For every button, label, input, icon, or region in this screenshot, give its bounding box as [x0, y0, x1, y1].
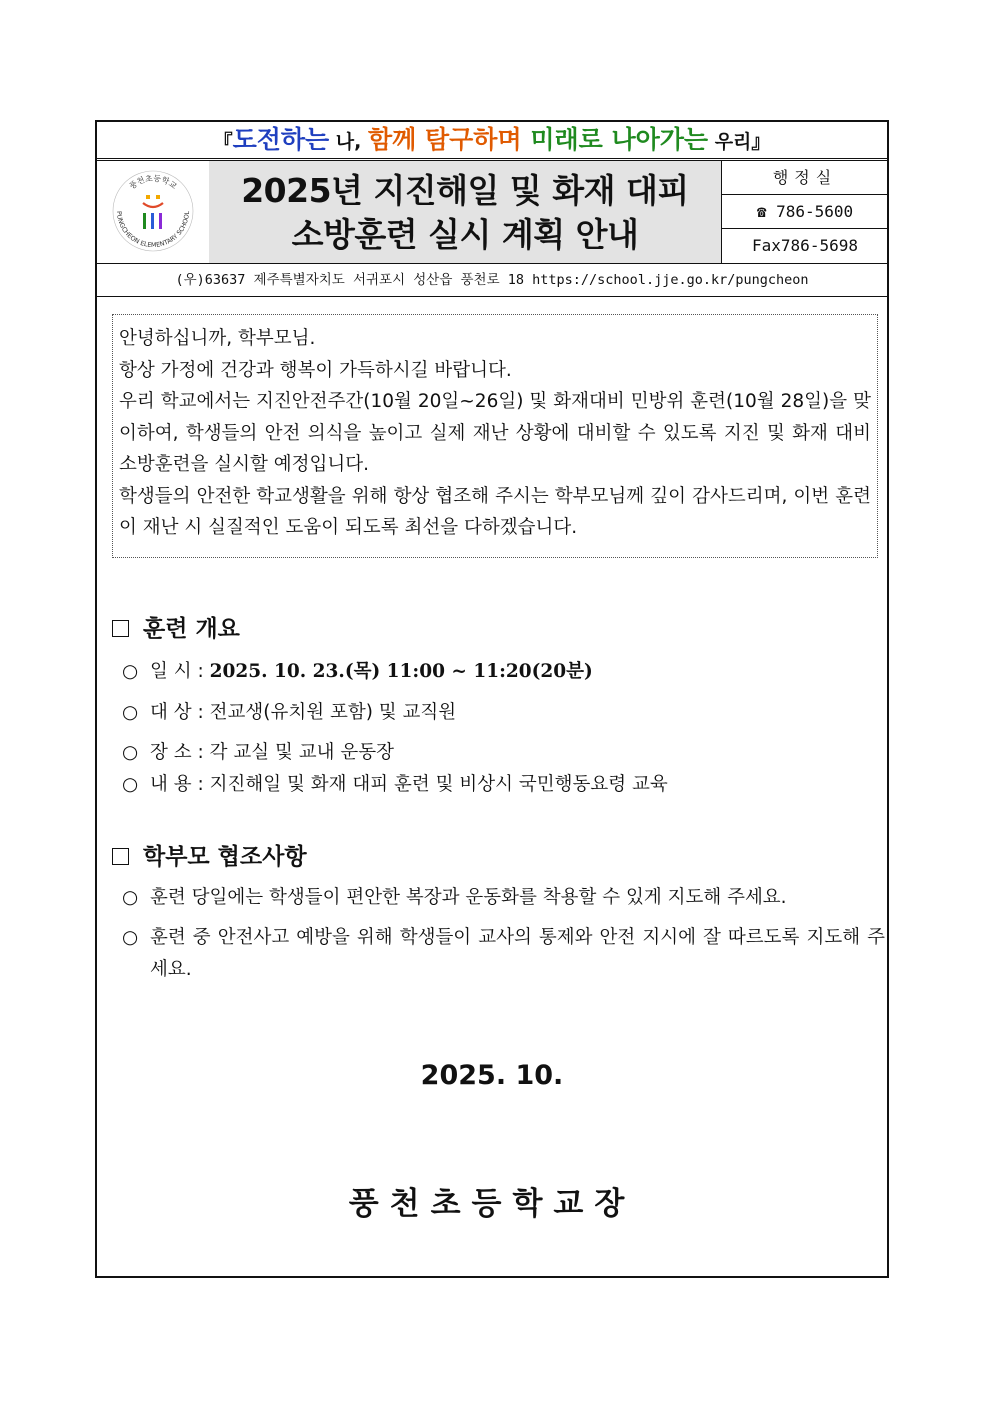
greeting-paragraph-3: 우리 학교에서는 지진안전주간(10월 20일~26일) 및 화재대비 민방위 훈련(10월 28일)을 맞이하여, 학생들의 안전 의식을 높이고 실제 재난 상황에 대비할 수 있도록 지진 및 화재 대비 소방훈련을 실시할 예정입니다.	[119, 391, 871, 475]
bullet-circle-icon: ○	[122, 742, 139, 763]
item-label: 장 소 :	[150, 742, 204, 763]
letterhead	[97, 160, 887, 264]
school-logo	[97, 161, 209, 263]
school-motto	[97, 122, 887, 159]
address-line: (우)63637 제주특별자치도 서귀포시 성산읍 풍천로 18 https://school.jje.go.kr/pungcheon	[97, 264, 887, 297]
motto-part-5: 우리	[708, 131, 752, 153]
logo-cell	[97, 161, 210, 263]
overview-item-target	[122, 697, 882, 729]
checkbox-square-icon	[112, 620, 129, 637]
document-date: 2025. 10.	[420, 1060, 564, 1091]
section-parents-title: 학부모 협조사항	[143, 844, 307, 870]
motto-part-3: 함께 탐구하며	[368, 125, 522, 154]
greeting-line-1: 안녕하십니까, 학부모님.	[119, 328, 316, 349]
motto-open-bracket: 『	[213, 131, 233, 153]
item-label: 대 상 :	[150, 702, 204, 723]
parents-item-2	[122, 922, 885, 986]
title-line-2: 소방훈련 실시 계획 안내	[291, 215, 639, 254]
parents-item-1	[122, 882, 882, 914]
overview-item-location	[122, 737, 882, 769]
motto-part-4: 미래로 나아가는	[521, 125, 709, 154]
svg-text:풍천초등학교	[128, 174, 179, 191]
motto-close-bracket: 』	[751, 131, 771, 153]
item-value: 각 교실 및 교내 운동장	[209, 742, 395, 763]
department-label: 행정실	[721, 161, 889, 195]
item-text: 훈련 당일에는 학생들이 편안한 복장과 운동화를 착용할 수 있게 지도해 주세요.	[150, 887, 787, 908]
section-overview-title: 훈련 개요	[143, 616, 240, 642]
checkbox-square-icon	[112, 848, 129, 865]
item-value: 전교생(유치원 포함) 및 교직원	[209, 702, 457, 723]
logo-korean-text: 풍천초등학교	[127, 173, 179, 191]
document-frame	[95, 120, 889, 1278]
section-overview-heading	[112, 610, 240, 643]
section-parents-heading	[112, 838, 307, 871]
item-value: 지진해일 및 화재 대피 훈련 및 비상시 국민행동요령 교육	[209, 774, 668, 795]
greeting-paragraph-4: 학생들의 안전한 학교생활을 위해 항상 협조해 주시는 학부모님께 깊이 감사드리며, 이번 훈련이 재난 시 실질적인 도움이 되도록 최선을 다하겠습니다.	[119, 485, 871, 538]
bullet-circle-icon: ○	[122, 774, 139, 795]
bullet-circle-icon: ○	[122, 887, 139, 908]
bullet-circle-icon: ○	[122, 702, 139, 723]
overview-item-content	[122, 769, 882, 801]
title-line-1: 2025년 지진해일 및 화재 대피	[241, 171, 689, 210]
title-cell	[209, 161, 722, 263]
greeting-line-2: 항상 가정에 건강과 행복이 가득하시길 바랍니다.	[119, 359, 512, 381]
logo-english-text: PUNGCHEON ELEMENTARY SCHOOL	[114, 210, 192, 250]
motto-part-2: 나,	[329, 131, 368, 153]
motto-part-1: 도전하는	[232, 125, 330, 154]
bullet-circle-icon: ○	[122, 927, 139, 948]
item-label: 일 시 :	[150, 661, 204, 682]
greeting-box	[112, 314, 878, 558]
phone-number: ☎ 786-5600	[721, 195, 889, 229]
item-text: 훈련 중 안전사고 예방을 위해 학생들이 교사의 통제와 안전 지시에 잘 따르도록 지도해 주세요.	[150, 927, 885, 980]
contact-cell	[721, 161, 889, 263]
item-value: 2025. 10. 23.(목) 11:00 ~ 11:20(20분)	[209, 661, 593, 682]
fax-number: Fax786-5698	[752, 236, 858, 255]
item-label: 내 용 :	[150, 774, 204, 795]
overview-item-datetime	[122, 656, 882, 688]
bullet-circle-icon: ○	[122, 661, 139, 682]
principal-signature: 풍천초등학교장	[348, 1186, 636, 1222]
